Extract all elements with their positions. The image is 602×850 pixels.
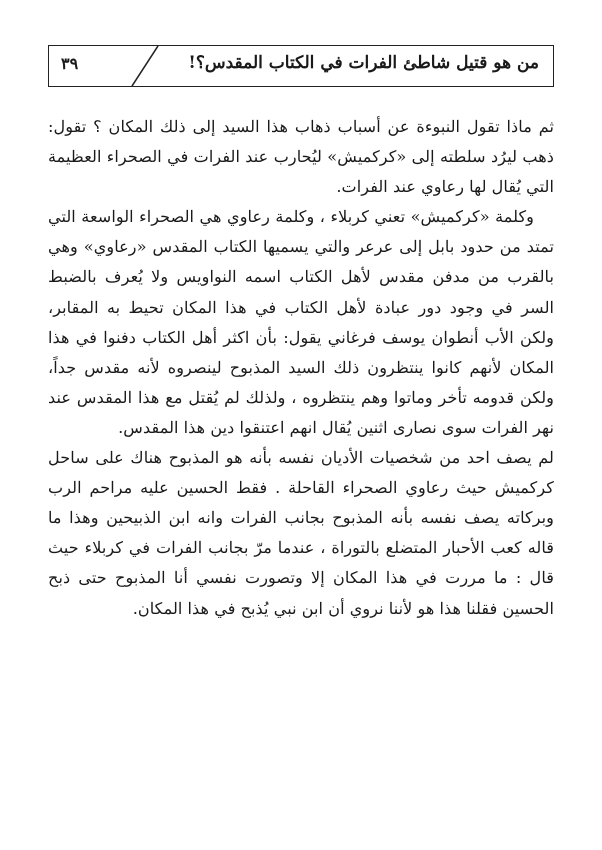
- page-header: [48, 45, 554, 87]
- paragraph-2: وكلمة «كركميش» تعني كربلاء ، وكلمة رعاوي هي الصحراء الواسعة التي تمتد من حدود بابل إلى عرعر والتي يسميها الكتاب المقدس «رعاوي» وهي بالقرب من مدفن مقدس لأهل الكتاب اسمه النواويس ولا يُعرف بالضبط السر في وجود دور عبادة لأهل الكتاب في هذا المكان تحيط به المقابر، ولكن الأب أنطوان يوسف فرغاني يقول: بأن اكثر أهل الكتاب دفنوا في هذا المكان لأنهم كانوا ينتظرون ذلك السيد المذبوح لينصروه لأنه مقدس جداً، ولكن قدومه تأخر وماتوا وهم ينتظروه ، ولذلك لم يُقتل مع هذا المقدس عند نهر الفرات سوى نصارى اثنين يُقال انهم اعتنقوا دين هذا المقدس.: [48, 207, 554, 437]
- header-divider: [131, 46, 159, 86]
- page-number: ٣٩: [61, 54, 79, 73]
- paragraph-1: ثم ماذا تقول النبوءة عن أسباب ذهاب هذا السيد إلى ذلك المكان ؟ تقول: ذهب ليرُد سلطته إلى «كركميش» ليُحارب عند الفرات في الصحراء العظيمة التي يُقال لها رعاوي عند الفرات.: [48, 117, 554, 197]
- body-text: [48, 112, 554, 624]
- chapter-title: من هو قتيل شاطئ الفرات في الكتاب المقدس؟!: [188, 53, 539, 73]
- paragraph-3: لم يصف احد من شخصيات الأديان نفسه بأنه هو المذبوح هناك على ساحل كركميش حيث رعاوي الصحراء القاحلة . فقط الحسين عليه مراحم الرب وبركاته يصف نفسه بأنه المذبوح بجانب الفرات وانه ابن الذبيحين وهذا ما قاله كعب الأحبار المتضلع بالتوراة ، عندما مرّ بجانب الفرات في كربلاء حيث قال : ما مررت في هذا المكان إلا وتصورت نفسي أنا المذبوح حتى ذبح الحسين فقلنا هذا هو لأننا نروي أن ابن نبي يُذبح في هذا المكان.: [48, 448, 554, 618]
